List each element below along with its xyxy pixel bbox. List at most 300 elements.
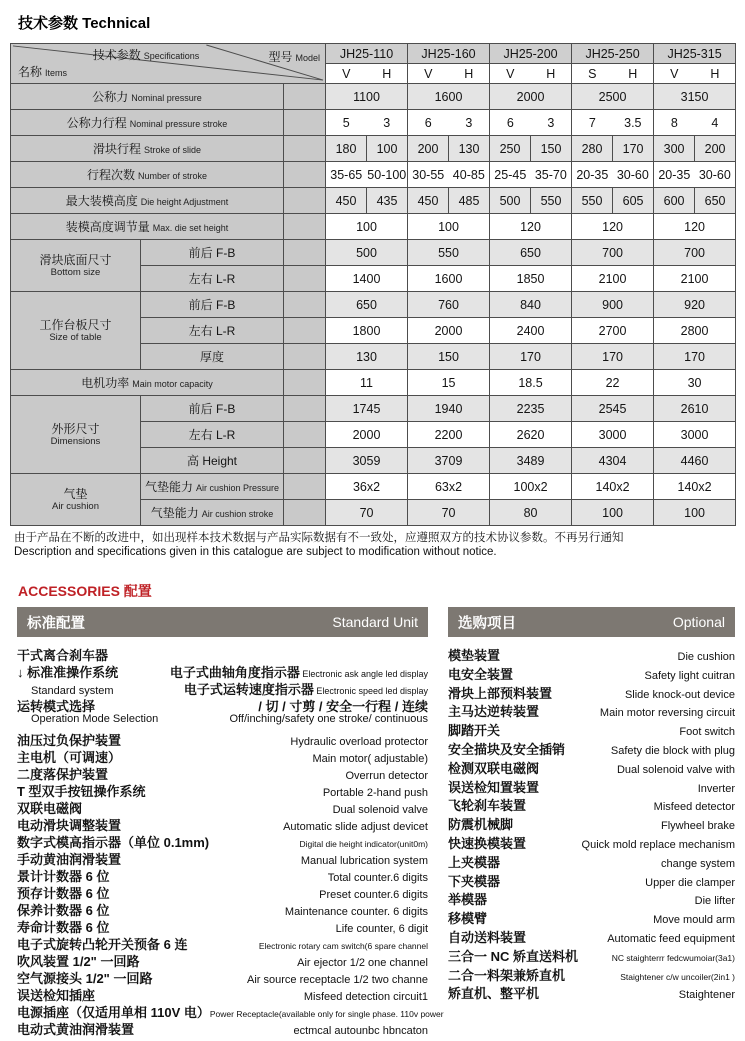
spec-value-cell: 2100: [654, 266, 736, 292]
label-en: Items: [45, 68, 68, 78]
footnotes: [14, 531, 624, 559]
standard-unit-header: [17, 607, 428, 637]
accessory-translation: Move mould arm: [653, 914, 735, 927]
subcol-label: H: [464, 66, 474, 81]
label-en: Main motor capacity: [132, 379, 213, 389]
subcol-label: S: [588, 66, 597, 81]
spec-unit-cell: [284, 396, 326, 422]
optional-list: [448, 637, 735, 1002]
spec-value-cell: 605: [613, 188, 654, 214]
spec-value-cell: 700: [572, 240, 654, 266]
spec-value: 8: [670, 115, 678, 130]
spec-value-cell: 3000: [654, 422, 736, 448]
accessory-item: [17, 781, 428, 798]
accessory-translation: Slide knock-out device: [624, 688, 735, 701]
accessory-item: [448, 664, 735, 683]
accessory-item: [17, 747, 428, 764]
accessory-translation: ectmcal autounbc hbncaton: [293, 1025, 428, 1037]
model-header-cell: JH25-250: [572, 44, 654, 64]
spec-value-cell: 100: [326, 214, 408, 240]
accessory-name: 双联电磁阀: [17, 801, 83, 816]
spec-unit-cell: [284, 84, 326, 110]
group-label-cn: 外形尺寸: [51, 421, 100, 436]
spec-value-cell: 170: [572, 344, 654, 370]
label-cn: 左右 L-R: [188, 428, 236, 442]
spec-row: [11, 136, 736, 162]
spec-value-cell: 200: [408, 136, 449, 162]
accessory-item: [17, 849, 428, 866]
spec-row-label: [11, 110, 284, 136]
accessory-translation: Safety light cuitran: [644, 669, 735, 682]
accessory-item: [17, 662, 428, 679]
spec-value: 35-65: [330, 167, 363, 182]
accessory-name: 飞轮刹车装置: [448, 798, 527, 814]
label-cn: 左右 L-R: [188, 272, 236, 286]
label-cn: 技术参数: [92, 48, 141, 62]
accessory-item: [448, 701, 735, 720]
spec-value-cell: [326, 110, 408, 136]
label-cn: 行程次数: [86, 168, 135, 182]
spec-value-cell: 2000: [326, 422, 408, 448]
accessory-translation: Electronic rotary cam switch(6 spare channel: [258, 941, 428, 951]
spec-subrow-label: [141, 240, 284, 266]
label-cn: 最大装模高度: [65, 194, 138, 208]
model-header-cell: JH25-315: [654, 44, 736, 64]
accessory-item: [448, 645, 735, 664]
accessory-item: [448, 965, 735, 984]
spec-value: 6: [506, 115, 514, 130]
spec-value-cell: 900: [572, 292, 654, 318]
label-en: Number of stroke: [137, 171, 208, 181]
spec-subrow-label: [141, 474, 284, 500]
model-subheader-cell: [490, 64, 572, 84]
label-cn: 前后 F-B: [188, 246, 236, 260]
subcol-label: V: [670, 66, 679, 81]
accessory-name: 误送检知置装置: [448, 779, 540, 795]
spec-value-cell: 100: [367, 136, 408, 162]
spec-value-cell: 485: [449, 188, 490, 214]
accessory-item: [17, 1019, 428, 1036]
spec-subrow-label: [141, 292, 284, 318]
group-label-en: Air cushion: [52, 500, 99, 512]
accessory-item: [17, 917, 428, 934]
spec-value-cell: 1600: [408, 266, 490, 292]
spec-header-row: [11, 44, 736, 64]
label-en: Nominal pressure: [131, 93, 202, 103]
spec-value-cell: 1400: [326, 266, 408, 292]
spec-unit-cell: [284, 214, 326, 240]
accessory-item: [448, 927, 735, 946]
standard-unit-panel: [17, 607, 444, 1037]
spec-value-cell: [654, 110, 736, 136]
accessory-item: [17, 832, 428, 849]
accessory-translation: change system: [661, 857, 735, 870]
spec-value-cell: 450: [408, 188, 449, 214]
accessory-translation: Quick mold replace mechanism: [581, 838, 735, 851]
accessory-name: 模垫装置: [448, 648, 501, 663]
accessory-translation: Preset counter.6 digits: [319, 889, 428, 901]
spec-value-cell: 550: [531, 188, 572, 214]
accessory-translation: Automatic feed equipment: [607, 932, 735, 945]
spec-value-cell: 2400: [490, 318, 572, 344]
spec-unit-cell: [284, 292, 326, 318]
spec-unit-cell: [284, 500, 326, 526]
accessory-item: [17, 713, 428, 730]
accessory-item: [17, 968, 428, 985]
spec-unit-cell: [284, 370, 326, 396]
spec-value-cell: 3059: [326, 448, 408, 474]
group-label-en: Size of table: [49, 331, 102, 343]
spec-value: 25-45: [494, 167, 527, 182]
spec-row-label: [11, 162, 284, 188]
spec-value: 20-35: [658, 167, 691, 182]
accessory-name: 景计计数器 6 位: [17, 869, 110, 884]
accessories-section-title: ACCESSORIES 配置: [18, 583, 152, 599]
spec-value-cell: 3489: [490, 448, 572, 474]
spec-unit-cell: [284, 474, 326, 500]
spec-value-cell: 1600: [408, 84, 490, 110]
spec-row-label: [11, 214, 284, 240]
spec-value-cell: 2700: [572, 318, 654, 344]
spec-row: [11, 110, 736, 136]
accessory-item: [17, 866, 428, 883]
spec-value-cell: 2800: [654, 318, 736, 344]
accessory-item: [448, 852, 735, 871]
spec-value-cell: 150: [408, 344, 490, 370]
spec-row-label: [11, 136, 284, 162]
accessory-name: 误送检知插座: [17, 988, 96, 1003]
spec-row: [11, 396, 736, 422]
accessory-translation: Automatic slide adjust devicet: [283, 821, 428, 833]
label-en: Air cushion Pressure: [195, 483, 280, 493]
optional-header-en: Optional: [672, 614, 725, 630]
spec-value: 3: [547, 115, 555, 130]
accessory-name: 吹风装置 1/2" 一回路: [17, 954, 140, 969]
accessory-item: [448, 777, 735, 796]
accessory-translation: Staightener c/w uncoiler(2in1 ): [620, 971, 735, 982]
spec-value: 40-85: [452, 167, 485, 182]
spec-value-cell: 2200: [408, 422, 490, 448]
spec-value-cell: 18.5: [490, 370, 572, 396]
spec-row-label: [11, 84, 284, 110]
label-cn: 公称力行程: [66, 116, 127, 130]
accessory-item: [17, 934, 428, 951]
spec-value-cell: 36x2: [326, 474, 408, 500]
spec-value-cell: [326, 162, 408, 188]
standard-unit-header-cn: 标准配置: [27, 615, 85, 632]
accessory-translation: Upper die clamper: [645, 876, 735, 889]
label-en: Specifications: [143, 51, 200, 61]
optional-panel: [448, 607, 735, 1002]
accessory-translation: 电子式曲轴角度指示器 Electronic ask angle led display: [169, 665, 428, 680]
accessory-name: 手动黄油润滑装置: [17, 852, 122, 867]
spec-value-cell: 1100: [326, 84, 408, 110]
accessory-item: [448, 833, 735, 852]
spec-unit-cell: [284, 110, 326, 136]
standard-unit-header-en: Standard Unit: [332, 614, 418, 630]
model-header-cell: JH25-200: [490, 44, 572, 64]
spec-row: [11, 214, 736, 240]
spec-corner-cell: [11, 44, 326, 84]
spec-value-cell: [572, 110, 654, 136]
model-subheader-cell: [572, 64, 654, 84]
accessory-item: [448, 871, 735, 890]
accessory-translation: Main motor( adjustable): [312, 753, 428, 765]
accessory-item: [17, 679, 428, 696]
spec-value-cell: 80: [490, 500, 572, 526]
spec-unit-cell: [284, 448, 326, 474]
accessory-item: [17, 815, 428, 832]
spec-value-cell: 170: [654, 344, 736, 370]
accessory-name: 空气源接头 1/2" 一回路: [17, 971, 153, 986]
accessory-translation: Misfeed detection circuit1: [303, 991, 428, 1003]
spec-row: [11, 240, 736, 266]
accessory-name: 防震机械脚: [448, 817, 514, 833]
spec-value: 30-60: [698, 167, 731, 182]
spec-value-cell: 840: [490, 292, 572, 318]
accessory-translation: Staightener: [678, 989, 735, 1002]
spec-unit-cell: [284, 422, 326, 448]
accessory-name: 移模臂: [448, 911, 488, 927]
spec-value-cell: 600: [654, 188, 695, 214]
accessory-item: [17, 645, 428, 662]
accessory-translation: Safety die block with plug: [610, 744, 735, 757]
spec-value-cell: 140x2: [654, 474, 736, 500]
spec-value-cell: 700: [654, 240, 736, 266]
accessory-item: [17, 798, 428, 815]
accessory-translation: NC staighterrr fedcwumoiar(3a1): [611, 952, 735, 963]
accessory-name: 快速换模装置: [448, 835, 527, 851]
subcol-label: H: [546, 66, 556, 81]
spec-value-cell: 760: [408, 292, 490, 318]
accessory-translation: Dual solenoid valve with: [616, 763, 735, 776]
model-subheader-cell: [326, 64, 408, 84]
spec-value-cell: 130: [326, 344, 408, 370]
spec-value-cell: 4460: [654, 448, 736, 474]
corner-specifications-label: [41, 46, 251, 63]
accessory-translation: Hydraulic overload protector: [290, 736, 428, 748]
spec-unit-cell: [284, 136, 326, 162]
spec-subrow-label: [141, 500, 284, 526]
spec-value-cell: 170: [490, 344, 572, 370]
spec-value-cell: 1940: [408, 396, 490, 422]
spec-value-cell: 2000: [490, 84, 572, 110]
spec-row-label: [11, 188, 284, 214]
label-cn: 前后 F-B: [188, 402, 236, 416]
subcol-label: H: [382, 66, 392, 81]
model-header-cell: JH25-110: [326, 44, 408, 64]
spec-value-cell: 650: [695, 188, 736, 214]
spec-value: 3: [465, 115, 473, 130]
spec-value-cell: 920: [654, 292, 736, 318]
spec-subrow-label: [141, 318, 284, 344]
spec-value: 20-35: [576, 167, 609, 182]
spec-value: 7: [588, 115, 596, 130]
spec-row: [11, 474, 736, 500]
accessory-name: 举模器: [448, 892, 488, 908]
spec-value-cell: 180: [326, 136, 367, 162]
spec-value-cell: 1745: [326, 396, 408, 422]
accessory-translation: Main motor reversing circuit: [599, 707, 735, 720]
accessory-item: [448, 683, 735, 702]
subcol-label: V: [342, 66, 351, 81]
label-en: Stroke of slide: [143, 145, 202, 155]
accessory-translation: / 切 / 寸剪 / 安全一行程 / 连续: [258, 699, 428, 714]
page-title: 技术参数 Technical: [18, 15, 151, 32]
spec-value-cell: [490, 162, 572, 188]
accessory-name: 自动送料装置: [448, 929, 527, 945]
accessory-name: 二合一料架兼矫直机: [448, 967, 566, 983]
label-cn: 前后 F-B: [188, 298, 236, 312]
accessory-name: 主马达逆转装置: [448, 704, 540, 720]
accessory-translation: Portable 2-hand push: [322, 787, 428, 799]
spec-value-cell: 500: [490, 188, 531, 214]
accessory-item: [17, 900, 428, 917]
label-en: Air cushion stroke: [201, 509, 274, 519]
spec-value-cell: [572, 162, 654, 188]
label-cn: 电机功率: [81, 376, 130, 390]
subcol-label: H: [710, 66, 720, 81]
accessory-translation: Air ejector 1/2 one channel: [297, 957, 428, 969]
accessory-name: T 型双手按钮操作系统: [17, 784, 146, 799]
spec-value-cell: [654, 162, 736, 188]
accessory-item: [17, 883, 428, 900]
accessory-translation: Overrun detector: [345, 770, 428, 782]
subcol-label: V: [506, 66, 515, 81]
spec-unit-cell: [284, 318, 326, 344]
spec-value-cell: 2000: [408, 318, 490, 344]
accessory-translation: Digital die height indicator(unit0m): [299, 839, 428, 849]
label-en: Model: [295, 53, 321, 63]
accessory-translation: Manual lubrication system: [300, 855, 428, 867]
spec-value-cell: 435: [367, 188, 408, 214]
spec-row: [11, 188, 736, 214]
spec-value-cell: [490, 110, 572, 136]
accessory-name: 电源插座（仅适用单相 110V 电）: [17, 1005, 210, 1020]
label-en: Die height Adjustment: [140, 197, 229, 207]
group-label-cn: 工作台板尺寸: [39, 317, 112, 332]
spec-value-cell: 120: [572, 214, 654, 240]
accessory-name: 主电机（可调速）: [17, 750, 122, 765]
spec-value: 30-60: [616, 167, 649, 182]
accessory-name: 下夹模器: [448, 873, 501, 889]
accessory-item: [448, 908, 735, 927]
accessory-translation: Maintenance counter. 6 digits: [284, 906, 428, 918]
spec-value-cell: 120: [490, 214, 572, 240]
spec-value-cell: 2620: [490, 422, 572, 448]
spec-value-cell: 70: [408, 500, 490, 526]
accessory-name: ↓ 标准准操作系统: [17, 665, 119, 680]
spec-row: [11, 162, 736, 188]
accessory-name: 二度落保护装置: [17, 767, 109, 782]
label-en: Nominal pressure stroke: [129, 119, 228, 129]
standard-unit-list: [17, 637, 444, 1037]
spec-value-cell: 4304: [572, 448, 654, 474]
spec-group-label: [11, 240, 141, 292]
accessory-item: [17, 730, 428, 747]
spec-value-cell: 2500: [572, 84, 654, 110]
subcol-label: V: [424, 66, 433, 81]
accessory-name: 电动滑块调整装置: [17, 818, 122, 833]
accessory-translation: Dual solenoid valve: [332, 804, 428, 816]
model-subheader-cell: [408, 64, 490, 84]
spec-value-cell: 450: [326, 188, 367, 214]
accessory-translation: 电子式运转速度指示器 Electronic speed led display: [183, 682, 428, 697]
spec-value-cell: 22: [572, 370, 654, 396]
spec-row: [11, 292, 736, 318]
spec-group-label: [11, 474, 141, 526]
spec-value-cell: 100: [654, 500, 736, 526]
accessory-name: 三合一 NC 矫直送料机: [448, 948, 579, 964]
accessory-item: [448, 983, 735, 1002]
spec-unit-cell: [284, 240, 326, 266]
spec-value-cell: 30: [654, 370, 736, 396]
label-cn: 气垫能力: [150, 506, 199, 520]
spec-value-cell: 2235: [490, 396, 572, 422]
spec-group-label: [11, 396, 141, 474]
spec-value-cell: 120: [654, 214, 736, 240]
accessory-translation: Flywheel brake: [661, 820, 735, 833]
spec-row-label: [11, 370, 284, 396]
spec-unit-cell: [284, 162, 326, 188]
corner-items-label: [18, 63, 67, 80]
label-cn: 装模高度调节量: [65, 220, 150, 234]
spec-value: 3: [383, 115, 391, 130]
accessory-name: 预存计数器 6 位: [17, 886, 110, 901]
accessory-name: 干式离合刹车器: [17, 648, 109, 663]
accessory-name: 运转模式选择: [17, 699, 96, 714]
spec-value-cell: [408, 110, 490, 136]
accessory-translation: Die cushion: [677, 651, 735, 663]
spec-value: 35-70: [534, 167, 567, 182]
spec-value: 30-55: [412, 167, 445, 182]
spec-value-cell: 280: [572, 136, 613, 162]
accessory-translation: Misfeed detector: [653, 801, 735, 814]
label-cn: 型号: [268, 50, 293, 64]
spec-value: 6: [424, 115, 432, 130]
spec-value-cell: 3709: [408, 448, 490, 474]
spec-value: 4: [711, 115, 719, 130]
technical-specs-table: [10, 43, 736, 526]
group-label-en: Bottom size: [50, 266, 101, 278]
spec-value-cell: 140x2: [572, 474, 654, 500]
spec-value-cell: 1800: [326, 318, 408, 344]
spec-subrow-label: [141, 344, 284, 370]
accessory-name: 矫直机、整平机: [448, 986, 540, 1002]
spec-value-cell: 170: [613, 136, 654, 162]
accessory-item: [17, 764, 428, 781]
spec-value-cell: 130: [449, 136, 490, 162]
accessory-name: Standard system: [31, 685, 114, 697]
accessory-name: 检测双联电磁阀: [448, 760, 540, 776]
model-subheader-cell: [654, 64, 736, 84]
accessory-name: Operation Mode Selection: [31, 713, 159, 725]
model-header-cell: JH25-160: [408, 44, 490, 64]
accessory-name: 油压过负保护装置: [17, 733, 122, 748]
spec-value: 50-100: [367, 167, 407, 182]
subcol-label: H: [628, 66, 638, 81]
spec-value-cell: 550: [408, 240, 490, 266]
accessory-name: 电动式黄油润滑装置: [17, 1022, 135, 1037]
accessory-item: [17, 1002, 444, 1020]
accessory-item: [448, 889, 735, 908]
spec-value-cell: 250: [490, 136, 531, 162]
spec-value-cell: 2545: [572, 396, 654, 422]
accessory-name: 滑块上部预料装置: [448, 685, 553, 701]
optional-header-cn: 选购项目: [458, 615, 516, 632]
accessory-item: [448, 814, 735, 833]
accessory-translation: Foot switch: [679, 726, 735, 739]
